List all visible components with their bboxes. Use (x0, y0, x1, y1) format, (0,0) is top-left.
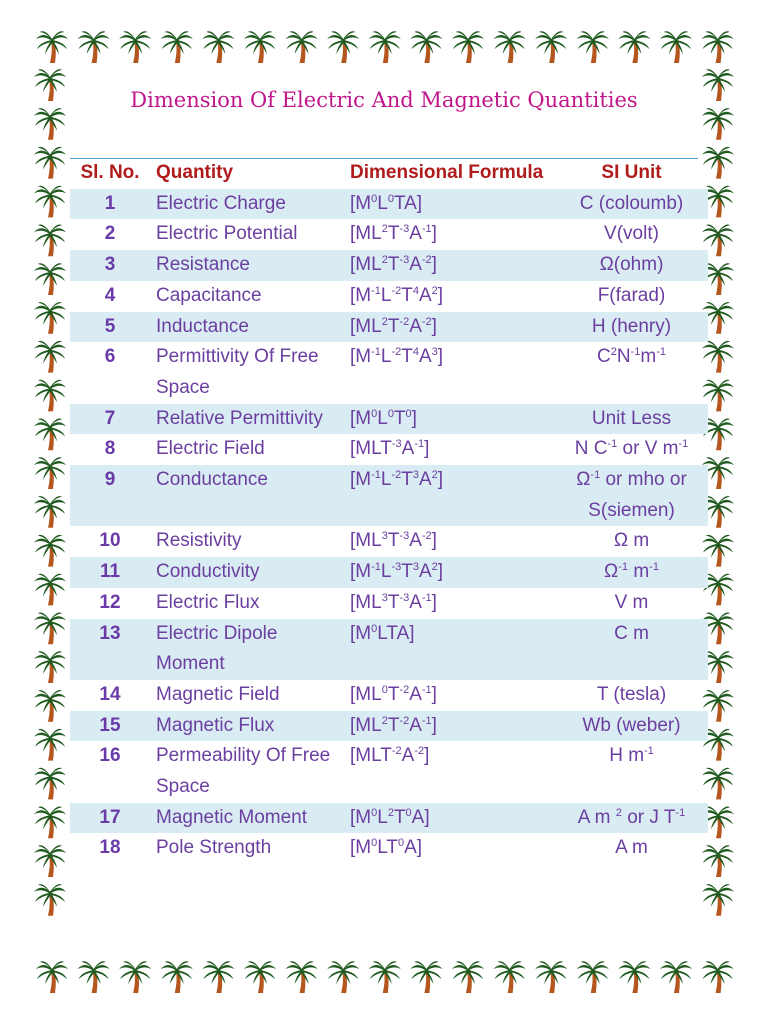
table-header-row (70, 158, 708, 189)
cell-si-unit: Ω m (613, 530, 650, 552)
cell-dimensional-formula: $[ML^2T^{-2}A^{-2}]$ (346, 312, 555, 343)
cell-si-unit: Unit Less (555, 404, 708, 435)
cell-quantity: Electric Charge (150, 189, 346, 220)
cell-si-unit: A m (615, 837, 648, 859)
cell-quantity: Magnetic Moment (150, 803, 346, 834)
cell-sl-no: 13 (70, 619, 150, 680)
header-sl-no: Sl. No. (80, 162, 140, 183)
cell-si-unit: A m $^2$ or J $T^{-1}$ (555, 803, 708, 834)
palm-tree-icon (702, 31, 734, 63)
palm-tree-icon (452, 31, 484, 63)
palm-tree-icon (34, 574, 66, 606)
palm-tree-icon (34, 186, 66, 218)
palm-tree-icon (78, 961, 110, 993)
palm-tree-icon (36, 961, 68, 993)
palm-tree-icon (702, 108, 734, 140)
palm-tree-icon (34, 729, 66, 761)
palm-tree-icon (452, 961, 484, 993)
cell-dimensional-formula: $[M^{-1}L^{-2}T^4A^2]$ (350, 284, 444, 306)
cell-dimensional-formula: $[MLT^{-3}A^{-1}]$ (350, 438, 430, 460)
cell-dimensional-formula: $[M^0LTA]$ (346, 619, 555, 680)
palm-tree-icon (577, 31, 609, 63)
table-row (70, 803, 708, 834)
palm-tree-icon (494, 31, 526, 63)
table-body (70, 189, 708, 864)
cell-sl-no: 15 (70, 711, 150, 742)
palm-tree-icon (34, 457, 66, 489)
palm-tree-icon (410, 961, 442, 993)
cell-si-unit: H (henry) (555, 312, 708, 343)
cell-dimensional-formula: $[M^0L^2T^0A]$ (346, 803, 555, 834)
cell-dimensional-formula: $[ML^2T^{-3}A^{-1}]$ (350, 223, 437, 245)
cell-quantity: Magnetic Field (156, 683, 280, 705)
cell-quantity: Permittivity Of Free Space (156, 346, 319, 398)
cell-dimensional-formula: $[M^0LT^0A]$ (350, 837, 423, 859)
cell-si-unit: $C^2N^{-1}m^{-1}$ (597, 346, 666, 368)
cell-dimensional-formula: $[ML^2T^{-3}A^{-2}]$ (346, 250, 555, 281)
cell-quantity: Capacitance (156, 284, 262, 306)
cell-si-unit: V(volt) (604, 223, 659, 245)
cell-quantity: Electric Flux (156, 591, 260, 613)
cell-si-unit: V m (614, 591, 649, 613)
cell-sl-no: 5 (70, 312, 150, 343)
palm-tree-icon (286, 31, 318, 63)
table-row (70, 281, 708, 312)
cell-si-unit: $\Omega^{-1}$ or mho or S(siemen) (555, 465, 708, 526)
palm-tree-icon (369, 31, 401, 63)
table-row (70, 250, 708, 281)
palm-tree-icon (161, 31, 193, 63)
table-row (70, 619, 708, 680)
cell-quantity: Resistivity (156, 530, 242, 552)
palm-tree-icon (618, 961, 650, 993)
table-row (70, 434, 708, 465)
cell-quantity: Resistance (150, 250, 346, 281)
cell-sl-no: 14 (99, 683, 121, 705)
palm-tree-icon (494, 961, 526, 993)
table-row (70, 680, 708, 711)
table-row (70, 526, 708, 557)
table-row (70, 312, 708, 343)
cell-si-unit: F(farad) (597, 284, 666, 306)
palm-tree-icon (34, 341, 66, 373)
palm-tree-icon (34, 884, 66, 916)
cell-sl-no: 2 (104, 223, 116, 245)
cell-sl-no: 1 (70, 189, 150, 220)
cell-quantity: Electric Dipole Moment (150, 619, 346, 680)
palm-tree-icon (34, 651, 66, 683)
palm-tree-icon (36, 31, 68, 63)
cell-dimensional-formula: $[M^0L^0T^0]$ (346, 404, 555, 435)
cell-si-unit: $\Omega^{-1}$ $m^{-1}$ (555, 557, 708, 588)
palm-tree-icon (327, 31, 359, 63)
palm-tree-icon (34, 108, 66, 140)
cell-sl-no: 8 (104, 438, 116, 460)
cell-si-unit: T (tesla) (596, 683, 667, 705)
cell-si-unit: H $m^{-1}$ (609, 745, 654, 767)
palm-tree-icon (161, 961, 193, 993)
cell-sl-no: 10 (99, 530, 121, 552)
palm-tree-icon (34, 535, 66, 567)
cell-dimensional-formula: $[ML^2T^{-2}A^{-1}]$ (346, 711, 555, 742)
cell-si-unit: N $C^{-1}$ or V $m^{-1}$ (574, 438, 689, 460)
cell-si-unit: Ω(ohm) (555, 250, 708, 281)
cell-si-unit: Wb (weber) (555, 711, 708, 742)
palm-tree-icon (286, 961, 318, 993)
cell-quantity: Relative Permittivity (150, 404, 346, 435)
palm-tree-icon (202, 961, 234, 993)
cell-sl-no: 4 (104, 284, 116, 306)
palm-tree-icon (34, 496, 66, 528)
cell-dimensional-formula: $[M^{-1}L^{-3}T^3A^2]$ (346, 557, 555, 588)
cell-dimensional-formula: $[M^{-1}L^{-2}T^4A^3]$ (350, 346, 444, 368)
cell-sl-no: 17 (70, 803, 150, 834)
cell-quantity: Pole Strength (156, 837, 272, 859)
cell-sl-no: 6 (104, 346, 116, 368)
palm-tree-icon (702, 961, 734, 993)
cell-quantity: Permeability Of Free Space (156, 745, 331, 798)
page-title: Dimension Of Electric And Magnetic Quantities (130, 88, 638, 112)
table-row (70, 465, 708, 526)
palm-tree-icon (34, 768, 66, 800)
palm-tree-icon (78, 31, 110, 63)
cell-dimensional-formula: $[M^0L^0TA]$ (346, 189, 555, 220)
palm-tree-icon (369, 961, 401, 993)
palm-tree-icon (34, 845, 66, 877)
cell-si-unit: C (coloumb) (555, 189, 708, 220)
table-row (70, 711, 708, 742)
header-si-unit: SI Unit (601, 162, 662, 183)
cell-sl-no: 7 (70, 404, 150, 435)
header-quantity: Quantity (156, 162, 234, 183)
quantities-table (70, 158, 708, 864)
palm-tree-icon (119, 961, 151, 993)
table-row (70, 404, 708, 435)
cell-quantity: Conductance (150, 465, 346, 526)
palm-tree-icon (119, 31, 151, 63)
cell-quantity: Conductivity (150, 557, 346, 588)
palm-tree-icon (34, 263, 66, 295)
cell-sl-no: 18 (99, 837, 121, 859)
table-row (70, 588, 708, 619)
palm-tree-icon (410, 31, 442, 63)
cell-dimensional-formula: $[M^{-1}L^{-2}T^3A^2]$ (346, 465, 555, 526)
cell-si-unit: C m (555, 619, 708, 680)
cell-dimensional-formula: $[ML^3T^{-3}A^{-2}]$ (350, 530, 437, 552)
cell-dimensional-formula: $[MLT^{-2}A^{-2}]$ (350, 745, 430, 767)
table-row (70, 219, 708, 250)
palm-tree-icon (34, 690, 66, 722)
cell-sl-no: 3 (70, 250, 150, 281)
palm-tree-icon (327, 961, 359, 993)
header-dimensional-formula: Dimensional Formula (350, 162, 544, 183)
cell-quantity: Electric Field (156, 438, 265, 460)
palm-tree-icon (660, 961, 692, 993)
palm-tree-icon (34, 147, 66, 179)
cell-sl-no: 11 (70, 557, 150, 588)
palm-tree-icon (618, 31, 650, 63)
palm-tree-icon (244, 31, 276, 63)
cell-sl-no: 9 (70, 465, 150, 526)
cell-quantity: Electric Potential (156, 223, 298, 245)
palm-tree-icon (535, 961, 567, 993)
palm-tree-icon (34, 380, 66, 412)
palm-tree-icon (535, 31, 567, 63)
palm-tree-icon (244, 961, 276, 993)
palm-tree-icon (702, 884, 734, 916)
palm-tree-icon (577, 961, 609, 993)
cell-dimensional-formula: $[ML^0T^{-2}A^{-1}]$ (350, 683, 437, 705)
cell-dimensional-formula: $[ML^3T^{-3}A^{-1}]$ (350, 591, 437, 613)
cell-quantity: Inductance (150, 312, 346, 343)
palm-tree-icon (34, 807, 66, 839)
cell-sl-no: 12 (99, 591, 121, 613)
cell-quantity: Magnetic Flux (150, 711, 346, 742)
palm-tree-icon (34, 419, 66, 451)
palm-tree-icon (34, 302, 66, 334)
cell-sl-no: 16 (99, 745, 121, 767)
palm-tree-icon (34, 225, 66, 257)
palm-tree-icon (202, 31, 234, 63)
table-row (70, 189, 708, 220)
palm-tree-icon (34, 613, 66, 645)
palm-tree-icon (660, 31, 692, 63)
table-row (70, 833, 708, 864)
table-row (70, 557, 708, 588)
table-row (70, 342, 708, 403)
table-row (70, 741, 708, 802)
